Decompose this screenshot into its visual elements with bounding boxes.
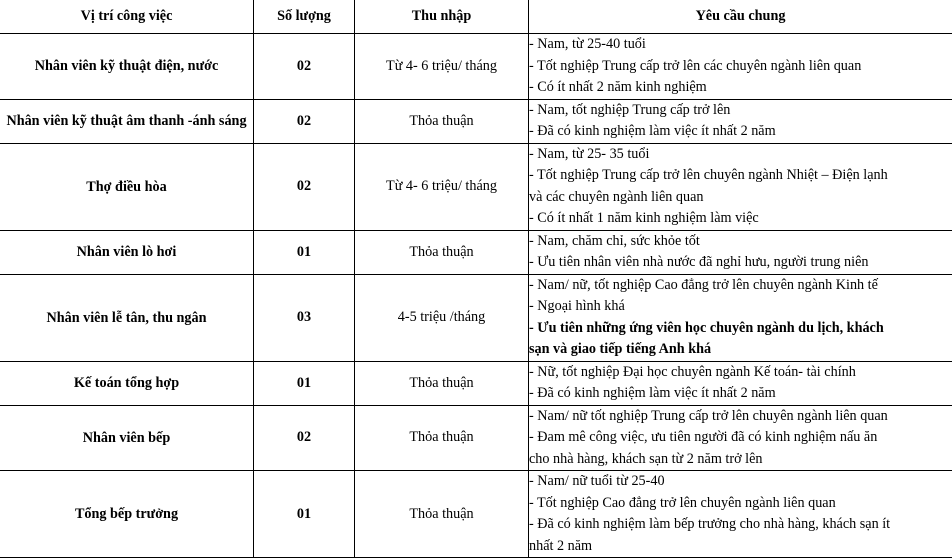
requirement-line: - Nam, tốt nghiệp Trung cấp trở lên (529, 100, 952, 122)
job-quantity: 02 (254, 405, 355, 471)
job-requirements (529, 471, 952, 558)
requirement-line: - Có ít nhất 1 năm kinh nghiệm làm việc (529, 208, 952, 230)
job-position: Kế toán tổng hợp (0, 361, 254, 405)
job-position: Nhân viên lò hơi (0, 230, 254, 274)
job-quantity: 03 (254, 274, 355, 361)
header-position: Vị trí công việc (0, 0, 254, 34)
header-row (0, 0, 952, 34)
job-income: Từ 4- 6 triệu/ tháng (355, 143, 529, 230)
job-quantity: 01 (254, 230, 355, 274)
requirement-line: - Tốt nghiệp Trung cấp trở lên các chuyên ngành liên quan (529, 56, 952, 78)
requirement-line: - Nữ, tốt nghiệp Đại học chuyên ngành Kế toán- tài chính (529, 362, 952, 384)
job-requirements (529, 99, 952, 143)
requirement-line: - Tốt nghiệp Trung cấp trở lên chuyên ngành Nhiệt – Điện lạnh (529, 165, 952, 187)
table-row (0, 361, 952, 405)
job-requirements (529, 230, 952, 274)
table-body (0, 34, 952, 558)
job-position: Tổng bếp trưởng (0, 471, 254, 558)
table-row (0, 274, 952, 361)
requirement-line: - Nam/ nữ, tốt nghiệp Cao đẳng trở lên chuyên ngành Kinh tế (529, 275, 952, 297)
job-quantity: 02 (254, 99, 355, 143)
requirement-line: - Nam, từ 25-40 tuổi (529, 34, 952, 56)
job-position: Nhân viên kỹ thuật âm thanh -ánh sáng (0, 99, 254, 143)
requirement-line: - Có ít nhất 2 năm kinh nghiệm (529, 77, 952, 99)
table-row (0, 405, 952, 471)
requirement-line: và các chuyên ngành liên quan (529, 187, 952, 209)
requirement-line: - Đã có kinh nghiệm làm việc ít nhất 2 năm (529, 383, 952, 405)
requirement-line: - Ưu tiên nhân viên nhà nước đã nghỉ hưu, người trung niên (529, 252, 952, 274)
job-income: Thỏa thuận (355, 230, 529, 274)
job-quantity: 02 (254, 143, 355, 230)
job-quantity: 02 (254, 34, 355, 100)
requirement-line: - Nam, từ 25- 35 tuổi (529, 144, 952, 166)
requirement-line: cho nhà hàng, khách sạn từ 2 năm trở lên (529, 449, 952, 471)
requirement-line: - Nam, chăm chỉ, sức khỏe tốt (529, 231, 952, 253)
job-position: Nhân viên bếp (0, 405, 254, 471)
requirement-line: - Tốt nghiệp Cao đẳng trở lên chuyên ngành liên quan (529, 493, 952, 515)
job-income: Thỏa thuận (355, 471, 529, 558)
job-position: Nhân viên lễ tân, thu ngân (0, 274, 254, 361)
job-requirements (529, 274, 952, 361)
table-row (0, 471, 952, 558)
job-income: Từ 4- 6 triệu/ tháng (355, 34, 529, 100)
requirement-line: - Đã có kinh nghiệm làm việc ít nhất 2 năm (529, 121, 952, 143)
requirement-line: - Nam/ nữ tuổi từ 25-40 (529, 471, 952, 493)
job-income: Thỏa thuận (355, 361, 529, 405)
job-requirements (529, 405, 952, 471)
requirement-line: - Nam/ nữ tốt nghiệp Trung cấp trở lên chuyên ngành liên quan (529, 406, 952, 428)
table-row (0, 99, 952, 143)
requirement-line: - Ngoại hình khá (529, 296, 952, 318)
job-quantity: 01 (254, 471, 355, 558)
table-row (0, 230, 952, 274)
requirement-line: nhất 2 năm (529, 536, 952, 558)
job-income: Thỏa thuận (355, 405, 529, 471)
requirement-line: - Ưu tiên những ứng viên học chuyên ngành du lịch, khách (529, 318, 952, 340)
job-requirements (529, 34, 952, 100)
job-requirements (529, 143, 952, 230)
job-income: Thỏa thuận (355, 99, 529, 143)
requirement-line: sạn và giao tiếp tiếng Anh khá (529, 339, 952, 361)
requirement-line: - Đã có kinh nghiệm làm bếp trưởng cho nhà hàng, khách sạn ít (529, 514, 952, 536)
table-row (0, 143, 952, 230)
job-position: Nhân viên kỹ thuật điện, nước (0, 34, 254, 100)
header-quantity: Số lượng (254, 0, 355, 34)
header-income: Thu nhập (355, 0, 529, 34)
job-position: Thợ điều hòa (0, 143, 254, 230)
table-row (0, 34, 952, 100)
job-quantity: 01 (254, 361, 355, 405)
job-requirements (529, 361, 952, 405)
requirement-line: - Đam mê công việc, ưu tiên người đã có kinh nghiệm nấu ăn (529, 427, 952, 449)
job-income: 4-5 triệu /tháng (355, 274, 529, 361)
header-requirements: Yêu cầu chung (529, 0, 952, 34)
